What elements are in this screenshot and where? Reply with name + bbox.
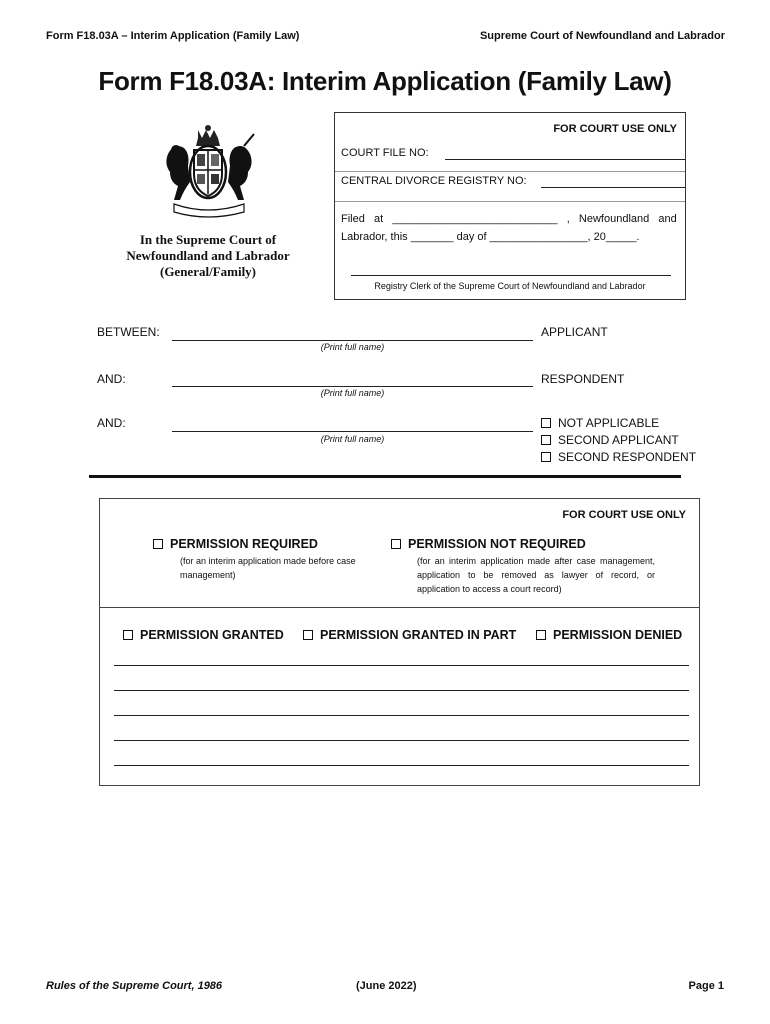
court-name [104, 232, 312, 280]
court-use-heading: FOR COURT USE ONLY [553, 123, 677, 135]
permission-court-use-heading: FOR COURT USE ONLY [562, 509, 686, 521]
divider [335, 171, 685, 172]
option-second-respondent[interactable]: SECOND RESPONDENT [541, 450, 696, 464]
third-party-name-field[interactable] [172, 431, 533, 432]
print-full-name-hint: (Print full name) [320, 342, 385, 352]
divider [335, 201, 685, 202]
notes-line[interactable] [114, 765, 689, 766]
notes-line[interactable] [114, 665, 689, 666]
section-divider [89, 475, 681, 478]
footer-rules: Rules of the Supreme Court, 1986 [46, 980, 223, 992]
footer-date: (June 2022) [356, 980, 417, 992]
coat-of-arms-icon [160, 124, 258, 220]
court-file-no-label: COURT FILE NO: [341, 147, 429, 159]
permission-granted-in-part-option[interactable]: PERMISSION GRANTED IN PART [303, 628, 516, 642]
notes-line[interactable] [114, 740, 689, 741]
respondent-name-field[interactable] [172, 386, 533, 387]
between-label: BETWEEN: [97, 325, 160, 339]
divider [100, 607, 699, 608]
permission-required-option[interactable]: PERMISSION REQUIRED [153, 537, 318, 551]
header-court-name: Supreme Court of Newfoundland and Labrador [479, 30, 725, 42]
checkbox[interactable] [541, 452, 551, 462]
checkbox[interactable] [303, 630, 313, 640]
court-use-box [334, 112, 686, 300]
notes-line[interactable] [114, 715, 689, 716]
central-divorce-registry-field[interactable] [541, 187, 685, 188]
registry-clerk-signature-line[interactable] [351, 275, 671, 276]
page-title: Form F18.03A: Interim Application (Family Law) [98, 66, 672, 96]
central-divorce-registry-label: CENTRAL DIVORCE REGISTRY NO: [341, 175, 527, 187]
checkbox[interactable] [153, 539, 163, 549]
checkbox[interactable] [541, 418, 551, 428]
filed-at-line-1[interactable]: Filed at ___________________________ , Newfoundland and [341, 213, 677, 225]
permission-not-required-option[interactable]: PERMISSION NOT REQUIRED [391, 537, 586, 551]
checkbox[interactable] [541, 435, 551, 445]
permission-box [99, 498, 700, 786]
option-not-applicable[interactable]: NOT APPLICABLE [541, 416, 659, 430]
permission-required-note: (for an interim application made before case management) [180, 556, 356, 580]
court-file-no-field[interactable] [445, 159, 685, 160]
filed-at-line-2[interactable]: Labrador, this _______ day of ________________, 20_____. [341, 231, 640, 243]
court-name-line-1: In the Supreme Court of [139, 232, 277, 247]
print-full-name-hint: (Print full name) [320, 434, 385, 444]
notes-line[interactable] [114, 690, 689, 691]
checkbox[interactable] [123, 630, 133, 640]
registry-clerk-label: Registry Clerk of the Supreme Court of Newfoundland and Labrador [374, 281, 646, 291]
checkbox[interactable] [536, 630, 546, 640]
and-label-2: AND: [97, 416, 126, 430]
checkbox[interactable] [391, 539, 401, 549]
respondent-label: RESPONDENT [541, 372, 625, 386]
permission-not-required-note: (for an interim application made after case management, application to be removed as lawyer of record, or application to access a court record) [417, 556, 655, 594]
and-label-1: AND: [97, 372, 126, 386]
applicant-label: APPLICANT [541, 325, 608, 339]
permission-denied-option[interactable]: PERMISSION DENIED [536, 628, 682, 642]
court-name-line-3: (General/Family) [159, 264, 257, 279]
footer-page-number: Page 1 [688, 980, 724, 992]
header-form-name: Form F18.03A – Interim Application (Family Law) [46, 30, 300, 42]
print-full-name-hint: (Print full name) [320, 388, 385, 398]
applicant-name-field[interactable] [172, 340, 533, 341]
permission-granted-option[interactable]: PERMISSION GRANTED [123, 628, 284, 642]
option-second-applicant[interactable]: SECOND APPLICANT [541, 433, 679, 447]
court-name-line-2: Newfoundland and Labrador [126, 248, 290, 263]
